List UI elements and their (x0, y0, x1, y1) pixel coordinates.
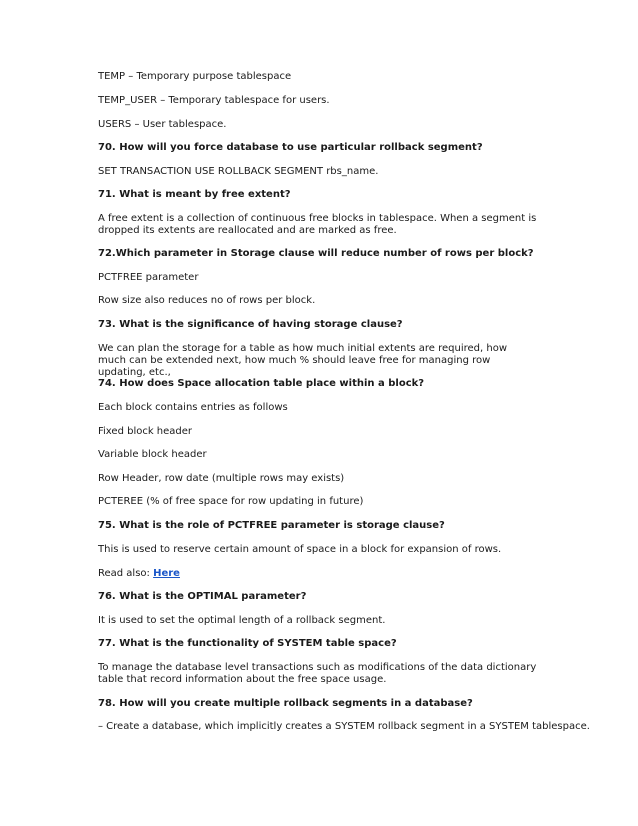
answer-74-row-header-text: Row Header, row date (multiple rows may exists) (98, 473, 345, 484)
answer-70-text: SET TRANSACTION USE ROLLBACK SEGMENT rbs_name. (98, 166, 379, 177)
question-72-heading: 72.Which parameter in Storage clause will reduce number of rows per block? (98, 248, 534, 259)
tablespace-temp-user-text: TEMP_USER – Temporary tablespace for users. (98, 95, 330, 106)
answer-73-text: We can plan the storage for a table as how much initial extents are required, how much can be extended next, how much % should leave free for managing row updating, etc., (98, 343, 508, 378)
tablespace-temp-text: TEMP – Temporary purpose tablespace (98, 71, 292, 82)
read-also-link[interactable]: Here (153, 568, 180, 579)
answer-74-pctfree-text: PCTEREE (% of free space for row updating in future) (98, 496, 364, 507)
question-76-heading: 76. What is the OPTIMAL parameter? (98, 591, 307, 602)
question-77-heading: 77. What is the functionality of SYSTEM table space? (98, 638, 397, 649)
answer-77-text: To manage the database level transactions such as modifications of the data dictionary table that record information about the free space usage. (98, 662, 537, 685)
question-73-heading: 73. What is the significance of having storage clause? (98, 319, 403, 330)
answer-74-entries-text: Each block contains entries as follows (98, 402, 288, 413)
question-71-heading: 71. What is meant by free extent? (98, 189, 291, 200)
answer-74-variable-header-text: Variable block header (98, 449, 207, 460)
question-78-heading: 78. How will you create multiple rollback segments in a database? (98, 698, 473, 709)
answer-76-text: It is used to set the optimal length of a rollback segment. (98, 615, 386, 626)
question-70-heading: 70. How will you force database to use particular rollback segment? (98, 142, 483, 153)
tablespace-users-text: USERS – User tablespace. (98, 119, 227, 130)
read-also-label: Read also: (98, 568, 154, 579)
answer-75-text: This is used to reserve certain amount of space in a block for expansion of rows. (98, 544, 502, 555)
answer-71-text: A free extent is a collection of continuous free blocks in tablespace. When a segment is dropped its extents are reallocated and are marked as free. (98, 213, 537, 236)
answer-72-pctfree-text: PCTFREE parameter (98, 272, 199, 283)
answer-72-row-size-text: Row size also reduces no of rows per block. (98, 295, 316, 306)
question-75-heading: 75. What is the role of PCTFREE parameter is storage clause? (98, 520, 445, 531)
answer-74-fixed-header-text: Fixed block header (98, 426, 193, 437)
answer-78-text: – Create a database, which implicitly creates a SYSTEM rollback segment in a SYSTEM tablespace. (98, 721, 590, 732)
read-also-line (98, 568, 538, 580)
question-74-heading: 74. How does Space allocation table place within a block? (98, 378, 425, 389)
